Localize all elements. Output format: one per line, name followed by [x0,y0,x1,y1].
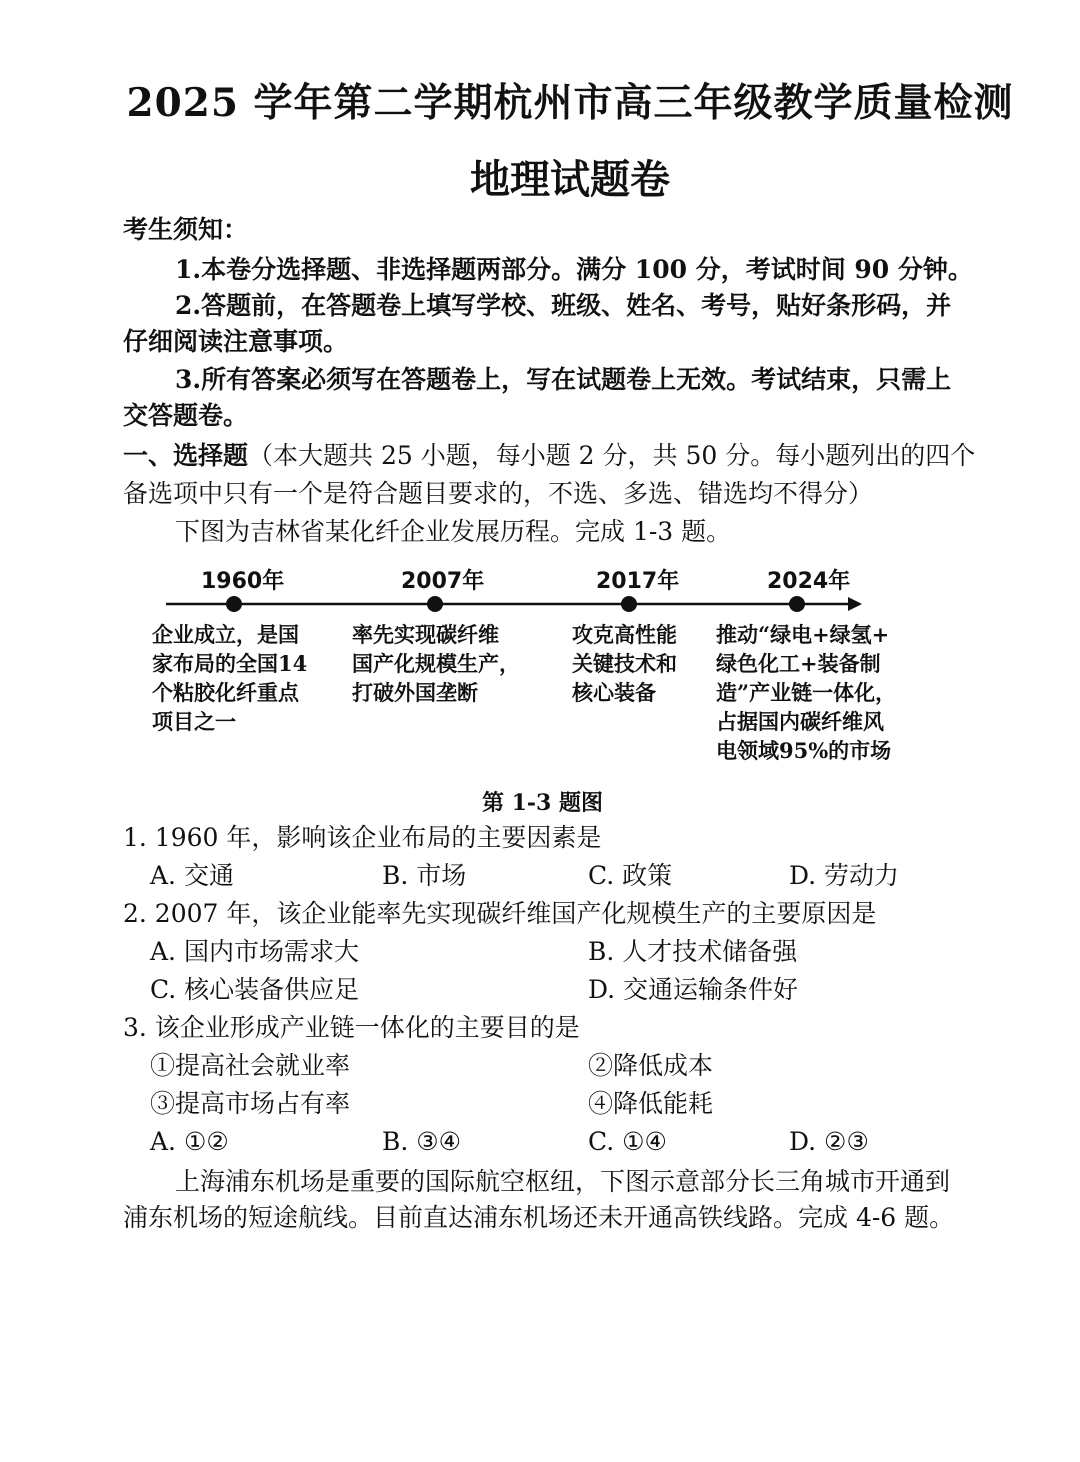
section-label: 一、选择题 [123,441,249,470]
timeline-year: 2017年 [596,569,680,594]
q3-option-b: B. ③④ [382,1127,462,1156]
q1-option-d: D. 劳动力 [789,861,900,890]
timeline-dot [226,596,242,612]
q3-statement-1: ①提高社会就业率 [150,1051,351,1080]
q3-statement-3: ③提高市场占有率 [150,1089,351,1118]
intro-q4-6-line1: 上海浦东机场是重要的国际航空枢纽，下图示意部分长三角城市开通到 [175,1167,951,1196]
timeline-year: 2024年 [767,569,851,594]
notice-item-3-line2: 交答题卷。 [123,401,249,430]
q3-option-d: D. ②③ [789,1127,869,1156]
exam-subtitle: 地理试题卷 [470,156,670,203]
q2-option-c: C. 核心装备供应足 [150,975,360,1004]
q3-statement-2: ②降低成本 [588,1051,714,1080]
question-1-stem: 1. 1960 年，影响该企业布局的主要因素是 [123,823,602,852]
section-desc-line1: （本大题共 25 小题，每小题 2 分，共 50 分。每小题列出的四个 [248,441,976,470]
section-desc-line2: 备选项中只有一个是符合题目要求的，不选、多选、错选均不得分） [123,479,874,508]
exam-title: 2025 学年第二学期杭州市高三年级教学质量检测 [126,80,1014,126]
q1-option-a: A. 交通 [150,861,234,890]
timeline-year: 1960年 [201,569,285,594]
notice-item-3-line1: 3.所有答案必须写在答题卷上，写在试题卷上无效。考试结束，只需上 [175,365,952,394]
timeline-event-desc: 企业成立，是国 家布局的全国14 个粘胶化纤重点 项目之一 [152,622,308,734]
question-3-stem: 3. 该企业形成产业链一体化的主要目的是 [123,1013,580,1042]
timeline-event-desc: 推动“绿电+绿氢+ 绿色化工+装备制 造”产业链一体化， 占据国内碳纤维风 电领域95%的市场 [716,622,897,763]
q1-option-b: B. 市场 [382,861,467,890]
timeline-arrow-icon [848,597,862,611]
q2-option-b: B. 人才技术储备强 [588,937,798,966]
timeline-dot [427,596,443,612]
timeline-year: 2007年 [401,569,485,594]
q1-option-c: C. 政策 [588,861,673,890]
timeline-dot [621,596,637,612]
timeline-event-desc: 攻克高性能 关键技术和 核心装备 [572,622,677,705]
notice-item-2-line2: 仔细阅读注意事项。 [123,327,349,356]
figure-caption: 第 1-3 题图 [481,790,604,816]
q2-option-a: A. 国内市场需求大 [150,937,359,966]
intro-q1-3: 下图为吉林省某化纤企业发展历程。完成 1-3 题。 [175,517,732,546]
timeline-event-desc: 率先实现碳纤维 国产化规模生产， 打破外国垄断 [352,622,520,705]
section-heading [123,438,975,474]
notice-item-1: 1.本卷分选择题、非选择题两部分。满分 100 分，考试时间 90 分钟。 [175,255,973,284]
notice-heading: 考生须知： [123,215,249,244]
intro-q4-6-line2: 浦东机场的短途航线。目前直达浦东机场还未开通高铁线路。完成 4-6 题。 [123,1203,955,1232]
q2-option-d: D. 交通运输条件好 [588,975,799,1004]
q3-option-c: C. ①④ [588,1127,667,1156]
question-2-stem: 2. 2007 年，该企业能率先实现碳纤维国产化规模生产的主要原因是 [123,899,877,928]
q3-statement-4: ④降低能耗 [588,1089,714,1118]
timeline-dot [789,596,805,612]
notice-item-2-line1: 2.答题前，在答题卷上填写学校、班级、姓名、考号，贴好条形码，并 [175,291,952,320]
q3-option-a: A. ①② [150,1127,229,1156]
